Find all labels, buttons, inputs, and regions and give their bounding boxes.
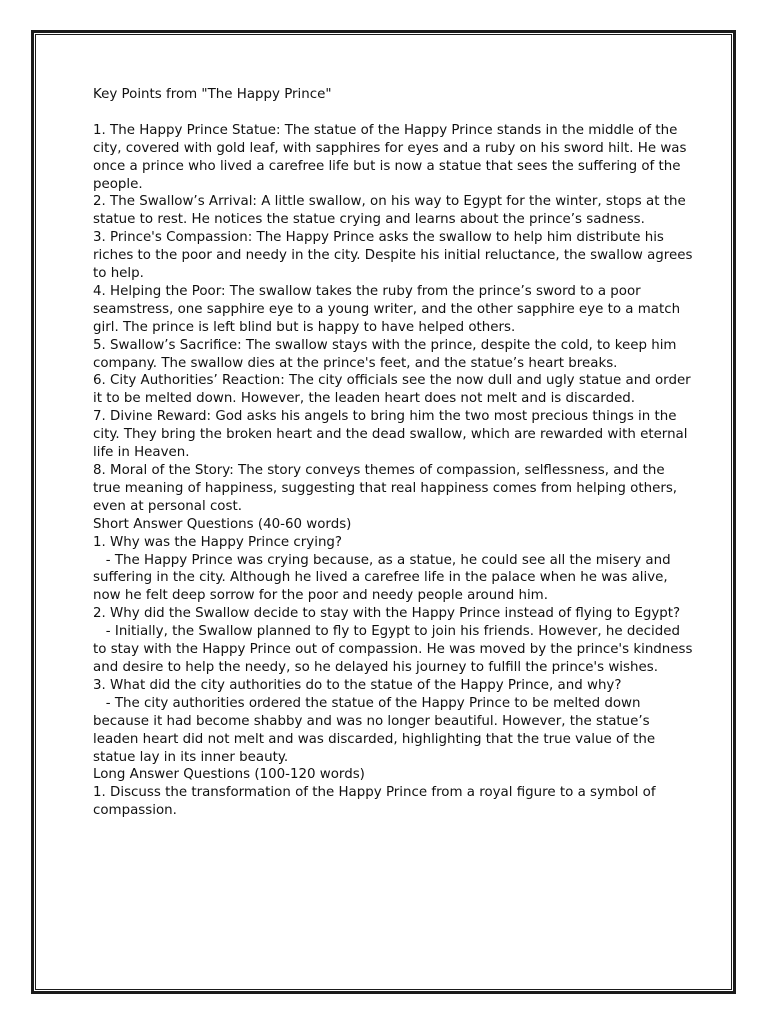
short-question-2: 2. Why did the Swallow decide to stay with the Happy Prince instead of flying to Egypt? [93, 606, 681, 622]
short-question-3: 3. What did the city authorities do to the statue of the Happy Prince, and why? [93, 677, 622, 693]
short-question-1: 1. Why was the Happy Prince crying? [93, 534, 343, 550]
key-point-5: 5. Swallow’s Sacrifice: The swallow stays with the prince, despite the cold, to keep him company. The swallow dies at the prince's feet, and the statue’s heart breaks. [93, 337, 681, 371]
short-answer-1: - The Happy Prince was crying because, as a statue, he could see all the misery and suffering in the city. Although he lived a carefree life in the palace when he was alive, now he felt deep sorrow for the poor and needy people around him. [93, 552, 675, 604]
short-answer-3: - The city authorities ordered the statue of the Happy Prince to be melted down because it had become shabby and was no longer beautiful. However, the statue’s leaden heart did not melt and was discarded, highlighting that the true value of the statue lay in its inner beauty. [93, 695, 660, 765]
short-answer-2: - Initially, the Swallow planned to fly to Egypt to join his friends. However, he decided to stay with the Happy Prince out of compassion. He was moved by the prince's kindness and desire to help the needy, so he delayed his journey to fulfill the prince's wishes. [93, 624, 697, 675]
key-point-1: 1. The Happy Prince Statue: The statue of the Happy Prince stands in the middle of the city, covered with gold leaf, with sapphires for eyes and a ruby on his sword hilt. He was once a prince who lived a carefree life but is now a statue that sees the suffering of the people. [93, 122, 691, 192]
key-point-2: 2. The Swallow’s Arrival: A little swallow, on his way to Egypt for the winter, stops at the statue to rest. He notices the statue crying and learns about the prince’s sadness. [93, 194, 690, 228]
long-answer-heading: Long Answer Questions (100-120 words) [93, 767, 365, 783]
document-body [93, 86, 697, 820]
short-answer-heading: Short Answer Questions (40-60 words) [93, 516, 352, 532]
key-point-3: 3. Prince's Compassion: The Happy Prince asks the swallow to help him distribute his riches to the poor and needy in the city. Despite his initial reluctance, the swallow agrees to help. [93, 230, 697, 282]
key-point-4: 4. Helping the Poor: The swallow takes the ruby from the prince’s sword to a poor seamstress, one sapphire eye to a young writer, and the other sapphire eye to a match girl. The prince is left blind but is happy to have helped others. [93, 283, 685, 335]
key-point-8: 8. Moral of the Story: The story conveys themes of compassion, selflessness, and the true meaning of happiness, suggesting that real happiness comes from helping others, even at personal cost. [93, 463, 682, 514]
document-title: Key Points from "The Happy Prince" [93, 87, 332, 102]
key-point-7: 7. Divine Reward: God asks his angels to bring him the two most precious things in the city. They bring the broken heart and the dead swallow, which are rewarded with eternal life in Heaven. [93, 409, 692, 461]
key-point-6: 6. City Authorities’ Reaction: The city officials see the now dull and ugly statue and order it to be melted down. However, the leaden heart does not melt and is discarded. [93, 373, 695, 407]
long-question-1: 1. Discuss the transformation of the Happy Prince from a royal figure to a symbol of compassion. [93, 785, 660, 819]
